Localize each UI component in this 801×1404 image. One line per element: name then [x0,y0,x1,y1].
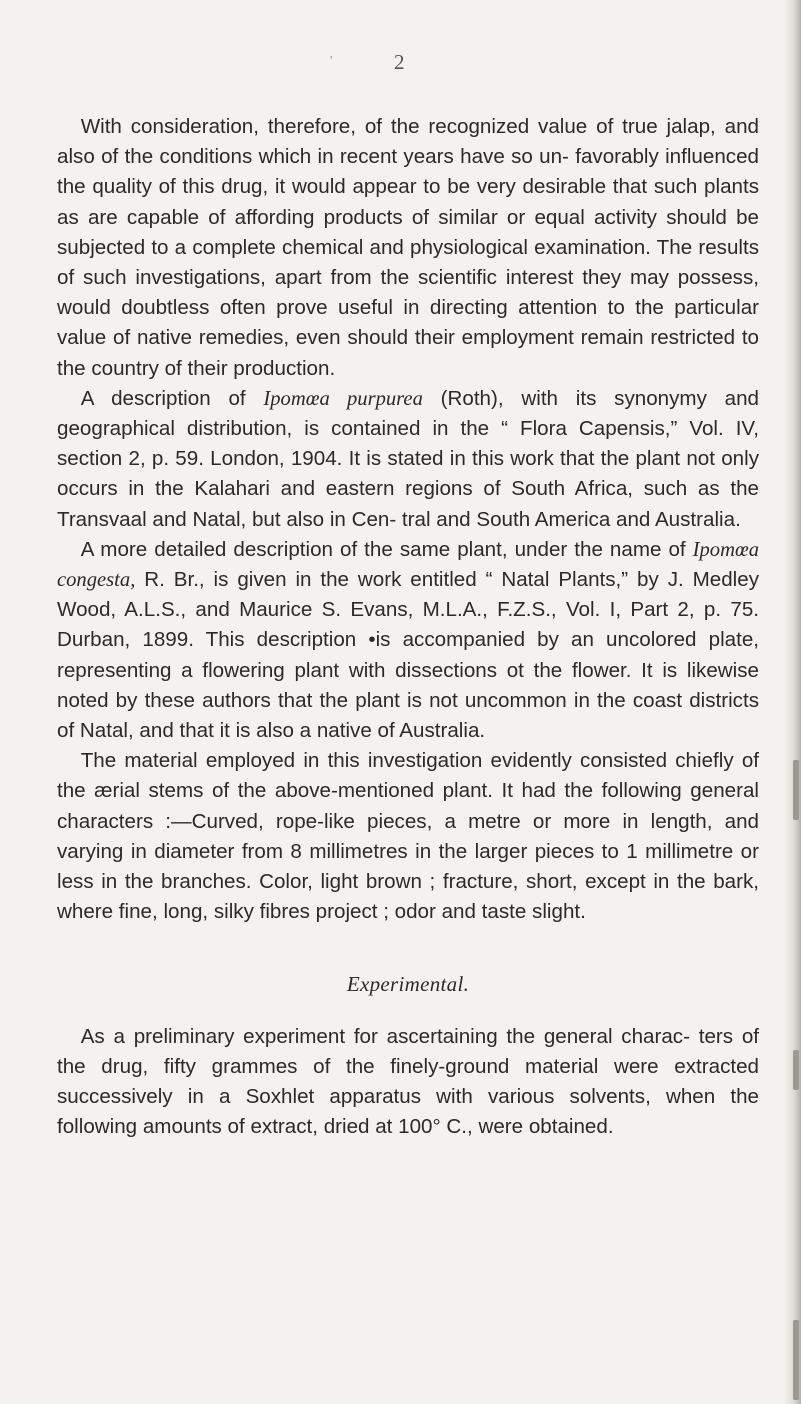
edge-mark [793,1320,799,1400]
page-number: 2 [394,50,405,74]
paragraph-experiment: As a preliminary experiment for ascertaining the general charac- ters of the drug, fifty grammes of the finely-ground material were extracted successively in a Soxhlet apparatus with various solvents, when the following amounts of extract, dried at 100° C., were obtained. [57,1024,759,1139]
edge-mark [793,760,799,820]
species-name: Ipomœa purpurea [263,387,423,410]
text-run: R. Br., is given in the work entitled “ Natal Plants,” by J. Medley Wood, A.L.S., and Maurice S. Evans, M.L.A., F.Z.S., Vol. I, Part 2, p. 75. Durban, 1899. This description •is accompanied by an uncolored plate, representing a flowering plant with dissections ot the flower. It is likewise noted by these authors that the plant is not uncommon in the coast districts of Natal, and that it is also a native of Australia. [57,568,759,743]
paragraph-purpurea [57,384,759,535]
text-run: A description of [80,386,264,410]
edge-mark [793,1050,799,1090]
text-run: A more detailed description of the same plant, under the name of [80,537,693,561]
stray-mark: ' [330,54,333,69]
body-text [57,112,759,1143]
section-heading: Experimental. [346,972,470,997]
paragraph-intro: With consideration, therefore, of the recognized value of true jalap, and also of the conditions which in recent years have so un- favorably influenced the quality of this drug, it would appear to be very desirable that such plants as are capable of affording products of similar or equal activity should be subjected to a complete chemical and physiological examination. The results of such investigations, apart from the scientific interest they may possess, would doubtless often prove useful in directing attention to the particular value of native remedies, even should their employment remain restricted to the country of their production. [57,115,759,380]
paragraph-congesta [57,535,759,746]
species-name: Ipomœa congesta, [57,538,759,592]
text-run: (Roth), with its synonymy and geographical distribution, is contained in the “ Flora Capensis,” Vol. IV, section 2, p. 59. London, 1904. It is stated in this work that the plant not only occurs in the Kalahari and eastern regions of South Africa, such as the Transvaal and Natal, but also in Cen- tral and South America and Australia. [57,386,760,531]
paragraph-material: The material employed in this investigation evidently consisted chiefly of the ærial stems of the above-mentioned plant. It had the following general characters :—Curved, rope-like pieces, a metre or more in length, and varying in diameter from 8 millimetres in the larger pieces to 1 millimetre or less in the branches. Color, light brown ; fracture, short, except in the bark, where fine, long, silky fibres project ; odor and taste slight. [57,749,759,924]
page-edge-shadow [783,0,801,1404]
